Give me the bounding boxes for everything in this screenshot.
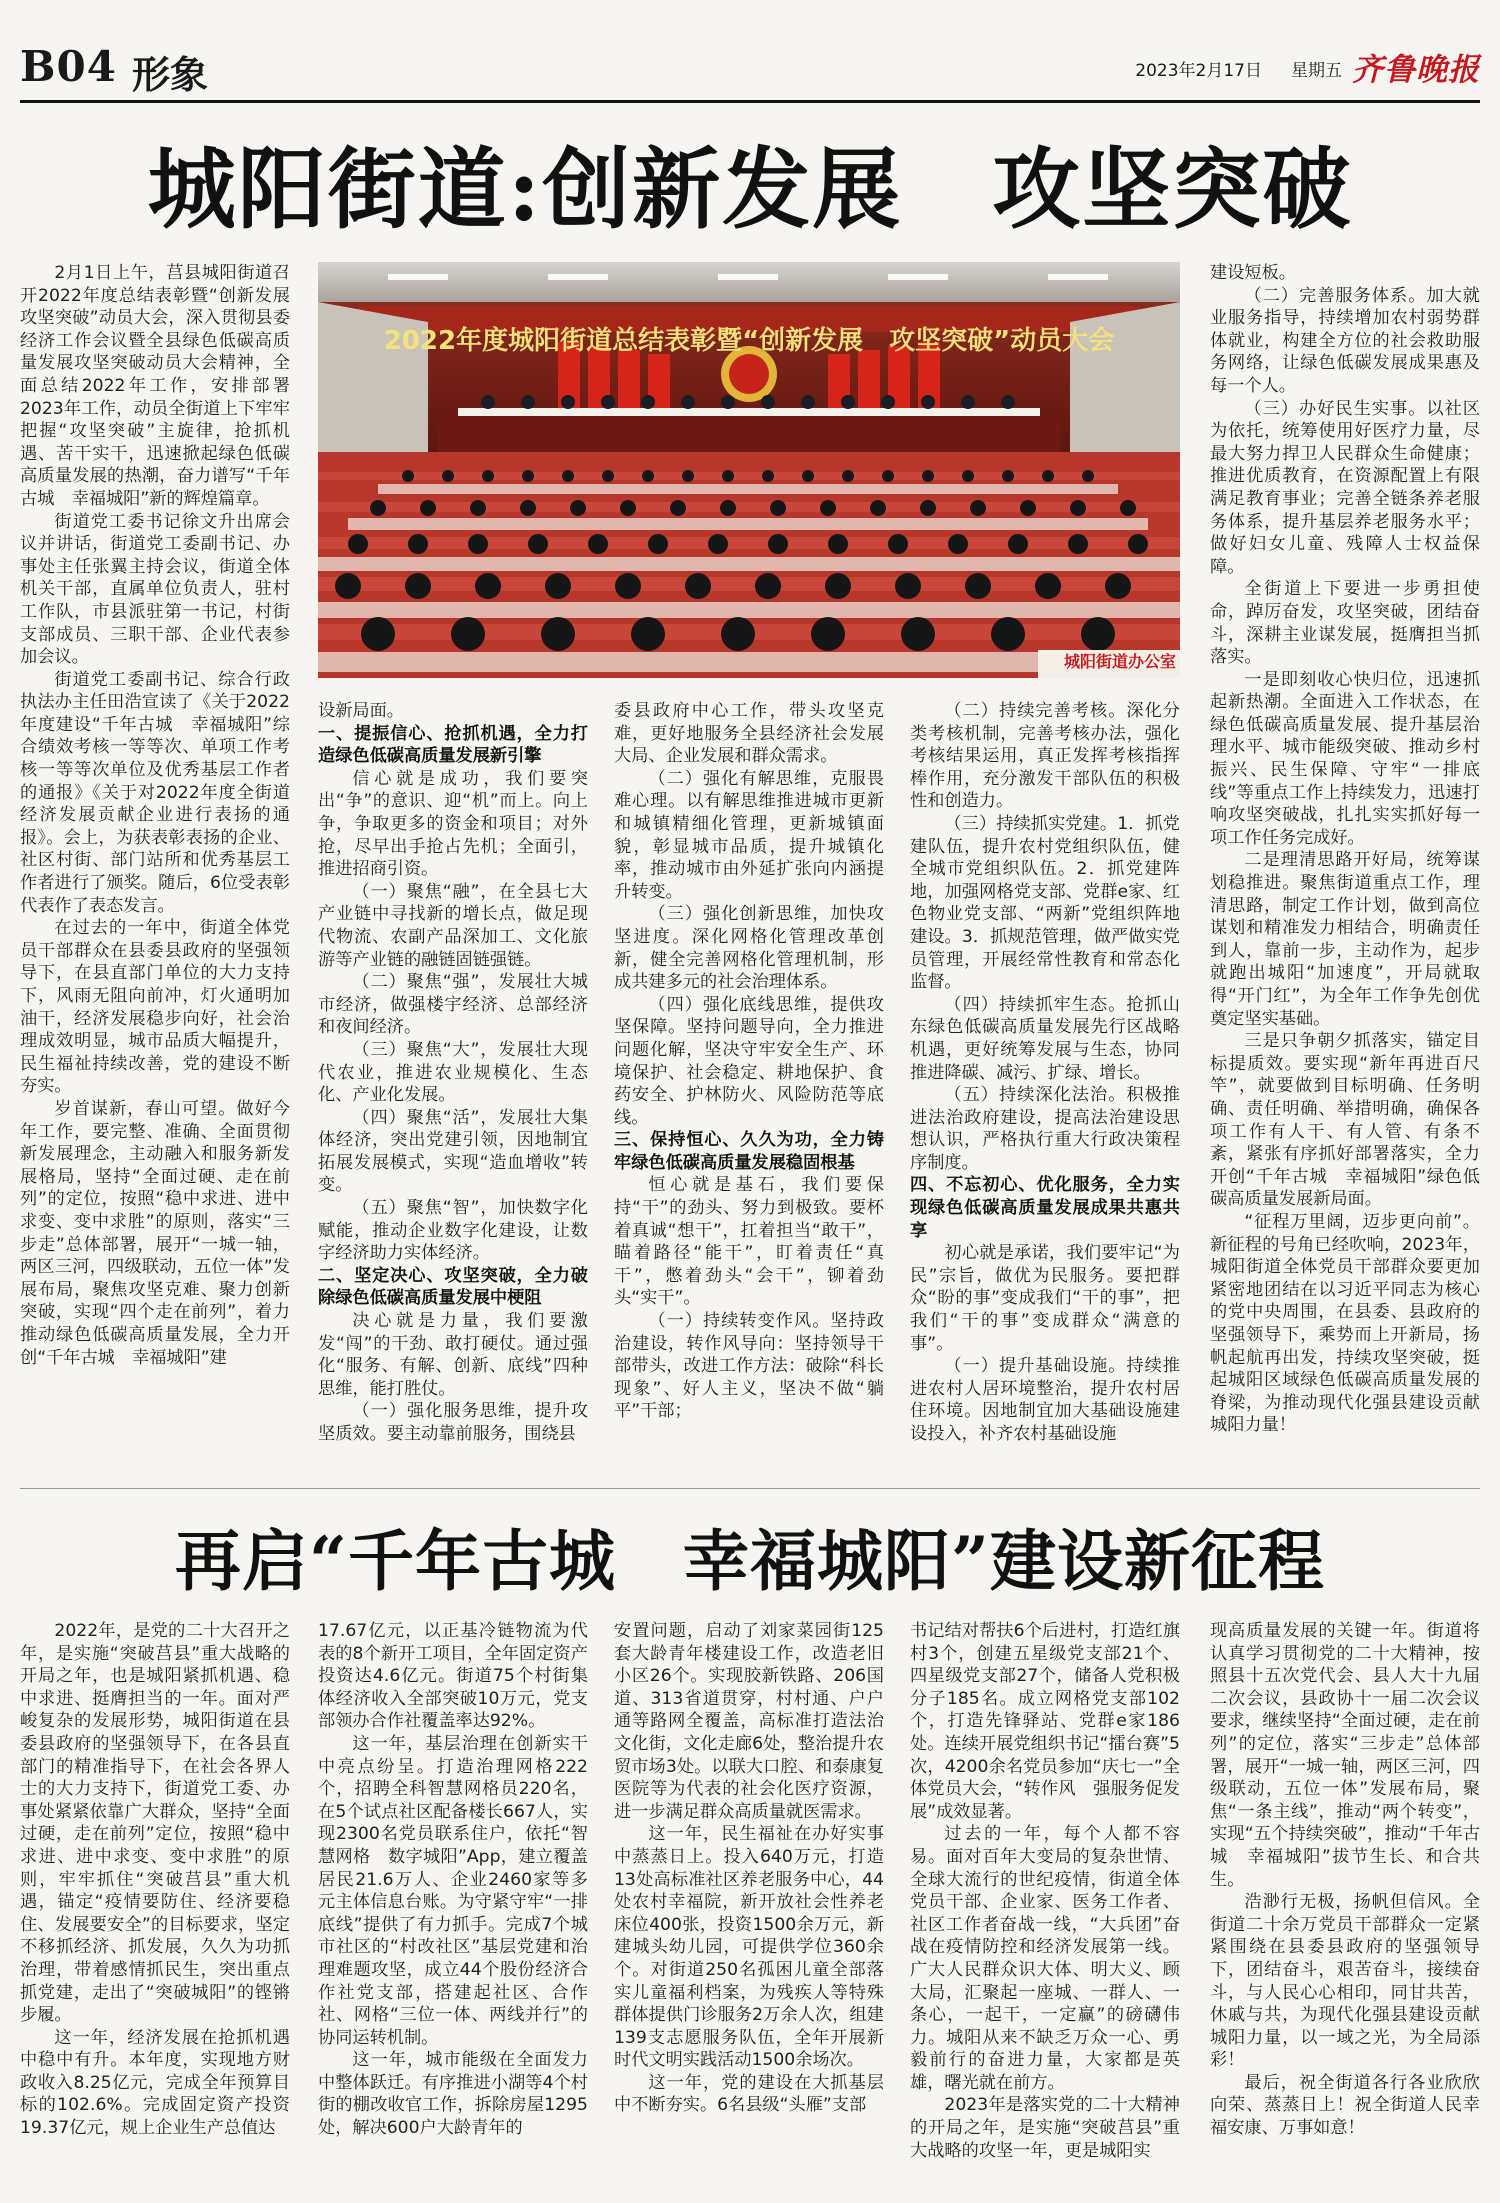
section-title: 形象 [132, 52, 209, 97]
paragraph: 信心就是成功，我们要突出“争”的意识、迎“机”而上。向上争，争取更多的资金和项目；对外抢，尽早出手抢占先机；全面引，推进招商引资。 [318, 768, 588, 880]
article1-column-3 [614, 700, 884, 1472]
paragraph: 2022年，是党的二十大召开之年，是实施“突破莒县”重大战略的开局之年，也是城阳紧抓机遇、稳中求进、挺膺担当的一年。面对严峻复杂的发展形势，城阳街道在县委县政府的坚强领导下，在各县直部门的精准指导下，在社会各界人士的大力支持下，街道党工委、办事处紧紧依靠广大群众，坚持“全面过硬，走在前列”定位，按照“稳中求进、进中求变、变中求胜”的原则，牢牢抓住“突破莒县”重大机遇，锚定“疫情要防住、经济要稳住、发展要安全”的目标要求，坚定不移抓经济、抓发展，久久为功抓治理，带着感情抓民生，突出重点抓党建，走出了“突破城阳”的铿锵步履。 [20, 1621, 290, 2026]
article1-headline: 城阳街道:创新发展 攻坚突破 [147, 137, 1353, 241]
masthead [20, 40, 1480, 103]
article2-column-5 [1210, 1620, 1480, 2190]
paragraph: 街道党工委书记徐文升出席会议并讲话，街道党工委副书记、办事处主任张翼主持会议，街道全体机关干部，直属单位负责人，驻村工作队，市县派驻第一书记，村街支部成员、三职干部、企业代表参加会议。 [20, 511, 290, 668]
paragraph: 这一年，党的建设在大抓基层中不断夯实。6名县级“头雁”支部 [614, 2072, 884, 2116]
paragraph: 安置问题，启动了刘家菜园街125套大龄青年楼建设工作，改造老旧小区26个。实现胶新铁路、206国道、313省道贯穿，村村通、户户通等路网全覆盖，高标准打造法治文化街，文化走廊6处，整治提升农贸市场3处。以联大口腔、和泰康复医院等为代表的社会化医疗资源，进一步满足群众高质量就医需求。 [614, 1621, 884, 1822]
paragraph: 街道党工委副书记、综合行政执法办主任田浩宣读了《关于2022年度建设“千年古城 幸福城阳”综合绩效考核一等等次、单项工作考核一等等次单位及优秀基层工作者的通报》《关于对2022年度全街道经济发展贡献企业进行表扬的通报》。会上，为获表彰表扬的企业、社区村街、部门站所和优秀基层工作者进行了颁奖。随后，6位受表彰代表作了表态发言。 [20, 669, 290, 916]
paragraph: 现高质量发展的关键一年。街道将认真学习贯彻党的二十大精神，按照县十五次党代会、县人大十九届二次会议，县政协十一届二次会议要求，继续坚持“全面过硬，走在前列”的定位，落实“三步走”总体部署，展开“一城一轴，两区三河，四级联动，五位一体”发展布局，聚焦“一条主线”，推动“两个转变”，实现“五个持续突破”，推动“千年古城 幸福城阳”拔节生长、和合共生。 [1210, 1621, 1480, 1890]
article1-column-5 [1210, 262, 1480, 1472]
article2-headline: 再启“千年古城 幸福城阳”建设新征程 [175, 1522, 1325, 1600]
paragraph: 岁首谋新，春山可望。做好今年工作，要完整、准确、全面贯彻新发展理念，主动融入和服务新发展格局，坚持“全面过硬、走在前列”的定位，按照“稳中求进、进中求变、变中求胜”的原则，落实“三步走”总体部署，展开“一城一轴，两区三河，四级联动，五位一体”发展布局，聚焦攻坚克难、聚力创新突破，实现“四个走在前列”，着力推动绿色低碳高质量发展，全力开创“千年古城 幸福城阳”建 [20, 1098, 290, 1368]
article1-column-2 [318, 700, 588, 1472]
paragraph: 决心就是力量，我们要激发“闯”的干劲、敢打硬仗。通过强化“服务、有解、创新、底线”四种思维，能打胜仗。 [318, 1311, 588, 1399]
paragraph: （四）持续抓牢生态。抢抓山东绿色低碳高质量发展先行区战略机遇，更好统筹发展与生态，协同推进降碳、减污、扩绿、增长。 [910, 994, 1180, 1083]
paragraph: 三、保持恒心、久久为功，全力铸牢绿色低碳高质量发展稳固根基 [614, 1130, 884, 1173]
paragraph: 这一年，城市能级在全面发力中整体跃迁。有序推进小湖等4个村街的棚改收官工作，拆除房屋1295处，解决600户大龄青年的 [318, 2050, 588, 2139]
article2-column-1 [20, 1620, 290, 2190]
paragraph: 委县政府中心工作，带头攻坚克难，更好地服务全县经济社会发展大局、企业发展和群众需求。 [614, 701, 884, 767]
paragraph: （五）聚焦“智”，加快数字化赋能，推动企业数字化建设，让数字经济助力实体经济。 [318, 1198, 588, 1264]
paragraph: 这一年，民生福祉在办好实事中蒸蒸日上。投入640万元，打造13处高标准社区养老服务中心，44处农村幸福院，新开放社会性养老床位400张，投资1500余万元，新建城头幼儿园，可提供学位360余个。对街道250名孤困儿童全部落实儿童福利档案，为残疾人等特殊群体提供门诊服务2万余人次，组建139支志愿服务队伍，全年开展新时代文明实践活动1500余场次。 [614, 1824, 884, 2071]
article1-column-1 [20, 262, 308, 1472]
paragraph: 过去的一年，每个人都不容易。面对百年大变局的复杂世情、全球大流行的世纪疫情，街道全体党员干部、企业家、医务工作者、社区工作者奋战一线，“大兵团”奋战在疫情防控和经济发展第一线。广大人民群众识大体、明大义、顾大局，汇聚起一座城、一群人、一条心，一起干，一定赢”的磅礴伟力。城阳从来不缺乏万众一心、勇毅前行的奋进力量，大家都是英雄，曙光就在前方。 [910, 1824, 1180, 2093]
paragraph: 设新局面。 [318, 701, 404, 721]
article2-column-3 [614, 1620, 884, 2190]
paragraph: 二是理清思路开好局，统筹谋划稳推进。聚焦街道重点工作，理清思路，制定工作计划，做到高位谋划和精准发力相结合，明确责任到人，靠前一步，主动作为，起步就跑出城阳“加速度”，开局就取得“开门红”，为全年工作争先创优奠定坚实基础。 [1210, 850, 1480, 1029]
paragraph: 2023年是落实党的二十大精神的开局之年，是实施“突破莒县”重大战略的攻坚一年，更是城阳实 [910, 2095, 1180, 2161]
paragraph: （二）聚焦“强”，发展壮大城市经济，做强楼宇经济、总部经济和夜间经济。 [318, 972, 588, 1038]
paragraph: 恒心就是基石，我们要保持“干”的劲头、努力到极致。要杯着真诚“想干”，扛着担当“敢干”，瞄着路径“能干”，盯着责任“真干”，憋着劲头“会干”，铆着劲头“实干”。 [614, 1175, 884, 1309]
issue-date: 2023年2月17日 [1135, 61, 1262, 81]
section-divider [20, 1488, 1480, 1489]
paragraph: （一）提升基础设施。持续推进农村人居环境整治，提升农村居住环境。因地制宜加大基础设施建设投入，补齐农村基础设施 [910, 1356, 1180, 1444]
paragraph: 二、坚定决心、攻坚突破，全力破除绿色低碳高质量发展中梗阻 [318, 1265, 588, 1309]
issue-weekday: 星期五 [1291, 61, 1342, 81]
paragraph: 这一年，基层治理在创新实干中亮点纷呈。打造治理网格222个，招聘全科智慧网格员220名，在5个试点社区配备楼长667人，实现2300名党员联系住户，依托“智慧网格 数字城阳”App，建立覆盖居民21.6万人、企业2460家等多元主体信息台账。为守紧守牢“一排底线”提供了有力抓手。完成7个城市社区的“村改社区”基层党建和治理难题攻坚，成立44个股份经济合作社党支部，搭建起社区、合作社、网格“三位一体、两线并行”的协同运转机制。 [318, 1733, 588, 2048]
paragraph: （三）办好民生实事。以社区为依托，统筹使用好医疗力量，尽最大努力捍卫人民群众生命健康；推进优质教育，在资源配置上有限满足教育事业；完善全链条养老服务体系，提升基层养老服务水平；做好妇女儿童、残障人士权益保障。 [1210, 398, 1480, 577]
article1-column-4 [910, 700, 1180, 1472]
paragraph: （一）聚焦“融”，在全县七大产业链中寻找新的增长点，做足现代物流、农副产品深加工、文化旅游等产业链的融链固链强链。 [318, 881, 588, 970]
paragraph: （四）强化底线思维，提供攻坚保障。坚持问题导向，全力推进问题化解，坚决守牢安全生产、环境保护、社会稳定、耕地保护、食药安全、护林防火、风险防范等底线。 [614, 994, 884, 1128]
paragraph: 一、提振信心、抢抓机遇，全力打造绿色低碳高质量发展新引擎 [318, 723, 588, 767]
paragraph: （二）完善服务体系。加大就业服务指导，持续增加农村弱势群体就业，构建全方位的社会救助服务网络，让绿色低碳发展成果惠及每一个人。 [1210, 285, 1480, 396]
conference-photo [318, 262, 1180, 678]
paragraph: （一）持续转变作风。坚持政治建设，转作风导向：坚持领导干部带头，改进工作方法：破除“科长现象”、好人主义，坚决不做“躺平”干部； [614, 1311, 884, 1422]
paragraph: 2月1日上午，莒县城阳街道召开2022年度总结表彰暨“创新发展 攻坚突破”动员大会，深入贯彻县委经济工作会议暨全县绿色低碳高质量发展攻坚突破动员大会精神，全面总结2022年工作，安排部署2023年工作，动员全街道上下牢牢把握“攻坚突破”主旋律，抢抓机遇、苦干实干，迅速掀起绿色低碳高质量发展的热潮，奋力谱写“千年古城 幸福城阳”新的辉煌篇章。 [20, 263, 308, 509]
paragraph: 最后，祝全街道各行各业欣欣向荣、蒸蒸日上！祝全街道人民幸福安康、万事如意！ [1210, 2072, 1480, 2139]
paragraph: 17.67亿元，以正基冷链物流为代表的8个新开工项目，全年固定资产投资达4.6亿元。街道75个村街集体经济收入全部突破10万元，党支部领办合作社覆盖率达92%。 [318, 1621, 588, 1732]
paragraph: （二）强化有解思维，克服畏难心理。以有解思维推进城市更新和城镇精细化管理，更新城镇面貌，彰显城市品质，提升城镇化率，推动城市由外延扩张向内涵提升转变。 [614, 768, 884, 902]
paragraph: （一）强化服务思维，提升攻坚质效。要主动靠前服务，围绕县 [318, 1401, 588, 1444]
paragraph: 这一年，经济发展在抢抓机遇中稳中有升。本年度，实现地方财政收入8.25亿元，完成全年预算目标的102.6%。完成固定资产投资19.37亿元，规上企业生产总值达 [20, 2027, 290, 2139]
paragraph: 浩渺行无极，扬帆但信风。全街道二十余万党员干部群众一定紧紧围绕在县委县政府的坚强领导下，团结奋斗，艰苦奋斗，接续奋斗，与人民心心相印，同甘共苦，休戚与共，为现代化强县建设贡献城阳力量，以一域之光，为全局添彩！ [1210, 1892, 1480, 2071]
paragraph: 全街道上下要进一步勇担使命，踔厉奋发，攻坚突破，团结奋斗，深耕主业谋发展，挺膺担当抓落实。 [1210, 579, 1480, 668]
paragraph: （三）强化创新思维，加快攻坚进度。深化网格化管理改革创新，健全完善网格化管理机制，形成共建多元的社会治理体系。 [614, 904, 884, 993]
paragraph: 四、不忘初心、优化服务，全力实现绿色低碳高质量发展成果共惠共享 [910, 1175, 1180, 1241]
article2-column-2 [318, 1620, 588, 2190]
paragraph: （三）聚焦“大”，发展壮大现代农业，推进农业规模化、生态化、产业化发展。 [318, 1039, 588, 1106]
paragraph: 书记结对帮扶6个后进村，打造红旗村3个，创建五星级党支部21个、四星级党支部27个，储备人党积极分子185名。成立网格党支部102个，打造先锋驿站、党群e家186处。连续开展党组织书记“擂台赛”5次，4200余名党员参加“庆七一”全体党员大会，“转作风 强服务促发展”成效显著。 [910, 1621, 1180, 1822]
paragraph: （三）持续抓实党建。1．抓党建队伍，提升农村党组织队伍，健全城市党组织队伍。2．抓党建阵地，加强网格党支部、党群e家、红色物业党支部、“两新”党组织阵地建设。3．抓规范管理，做严做实党员管理，开展经常性教育和常态化监督。 [910, 813, 1180, 993]
newspaper-logo: 齐鲁晚报 [1352, 52, 1480, 88]
paragraph: 三是只争朝夕抓落实，锚定目标提质效。要实现“新年再进百尺竿”，就要做到目标明确、任务明确、责任明确、举措明确，确保各项工作有人干、有人管、有条不紊，紧张有序抓好部署落实，全力开创“千年古城 幸福城阳”绿色低碳高质量发展新局面。 [1210, 1031, 1480, 1210]
photo-sign: 城阳街道办公室 [1063, 652, 1176, 671]
paragraph: 建设短板。 [1210, 263, 1296, 283]
conference-banner: 2022年度城阳街道总结表彰暨“创新发展 攻坚突破”动员大会 [383, 326, 1115, 356]
article2-column-4 [910, 1620, 1180, 2190]
paragraph: 一是即刻收心快归位，迅速抓起新热潮。全面进入工作状态，在绿色低碳高质量发展、提升基层治理水平、城市能级突破、推动乡村振兴、民生保障、守牢“一排底线”等重点工作上持续发力，迅速打响攻坚突破战，扎扎实实抓好每一项工作任务完成好。 [1210, 669, 1480, 848]
paragraph: （二）持续完善考核。深化分类考核机制，完善考核办法，强化考核结果运用，真正发挥考核指挥棒作用，充分激发干部队伍的积极性和创造力。 [910, 701, 1180, 812]
paragraph: 初心就是承诺，我们要牢记“为民”宗旨，做优为民服务。要把群众“盼的事”变成我们“干的事”，把我们“干的事”变成群众“满意的事”。 [910, 1243, 1180, 1354]
paragraph: （四）聚焦“活”，发展壮大集体经济，突出党建引领，因地制宜拓展发展模式，实现“造血增收”转变。 [318, 1107, 588, 1196]
page-number: B04 [20, 42, 117, 91]
paragraph: （五）持续深化法治。积极推进法治政府建设，提高法治建设思想认识，严格执行重大行政决策程序制度。 [910, 1085, 1180, 1173]
paragraph: 在过去的一年中，街道全体党员干部群众在县委县政府的坚强领导下，在县直部门单位的大力支持下，风雨无阻向前冲，灯火通明加油干，经济发展稳步向好，社会治理成效明显，城市品质大幅提升，民生福祉持续改善，党的建设不断夯实。 [20, 918, 290, 1097]
paragraph: “征程万里阔，迈步更向前”。新征程的号角已经吹响，2023年，城阳街道全体党员干部群众要更加紧密地团结在以习近平同志为核心的党中央周围，在县委、县政府的坚强领导下，乘势而上开新局，扬帆起航再出发，持续攻坚突破，挺起城阳区域绿色低碳高质量发展的脊梁，为推动现代化强县建设贡献城阳力量！ [1210, 1211, 1480, 1436]
